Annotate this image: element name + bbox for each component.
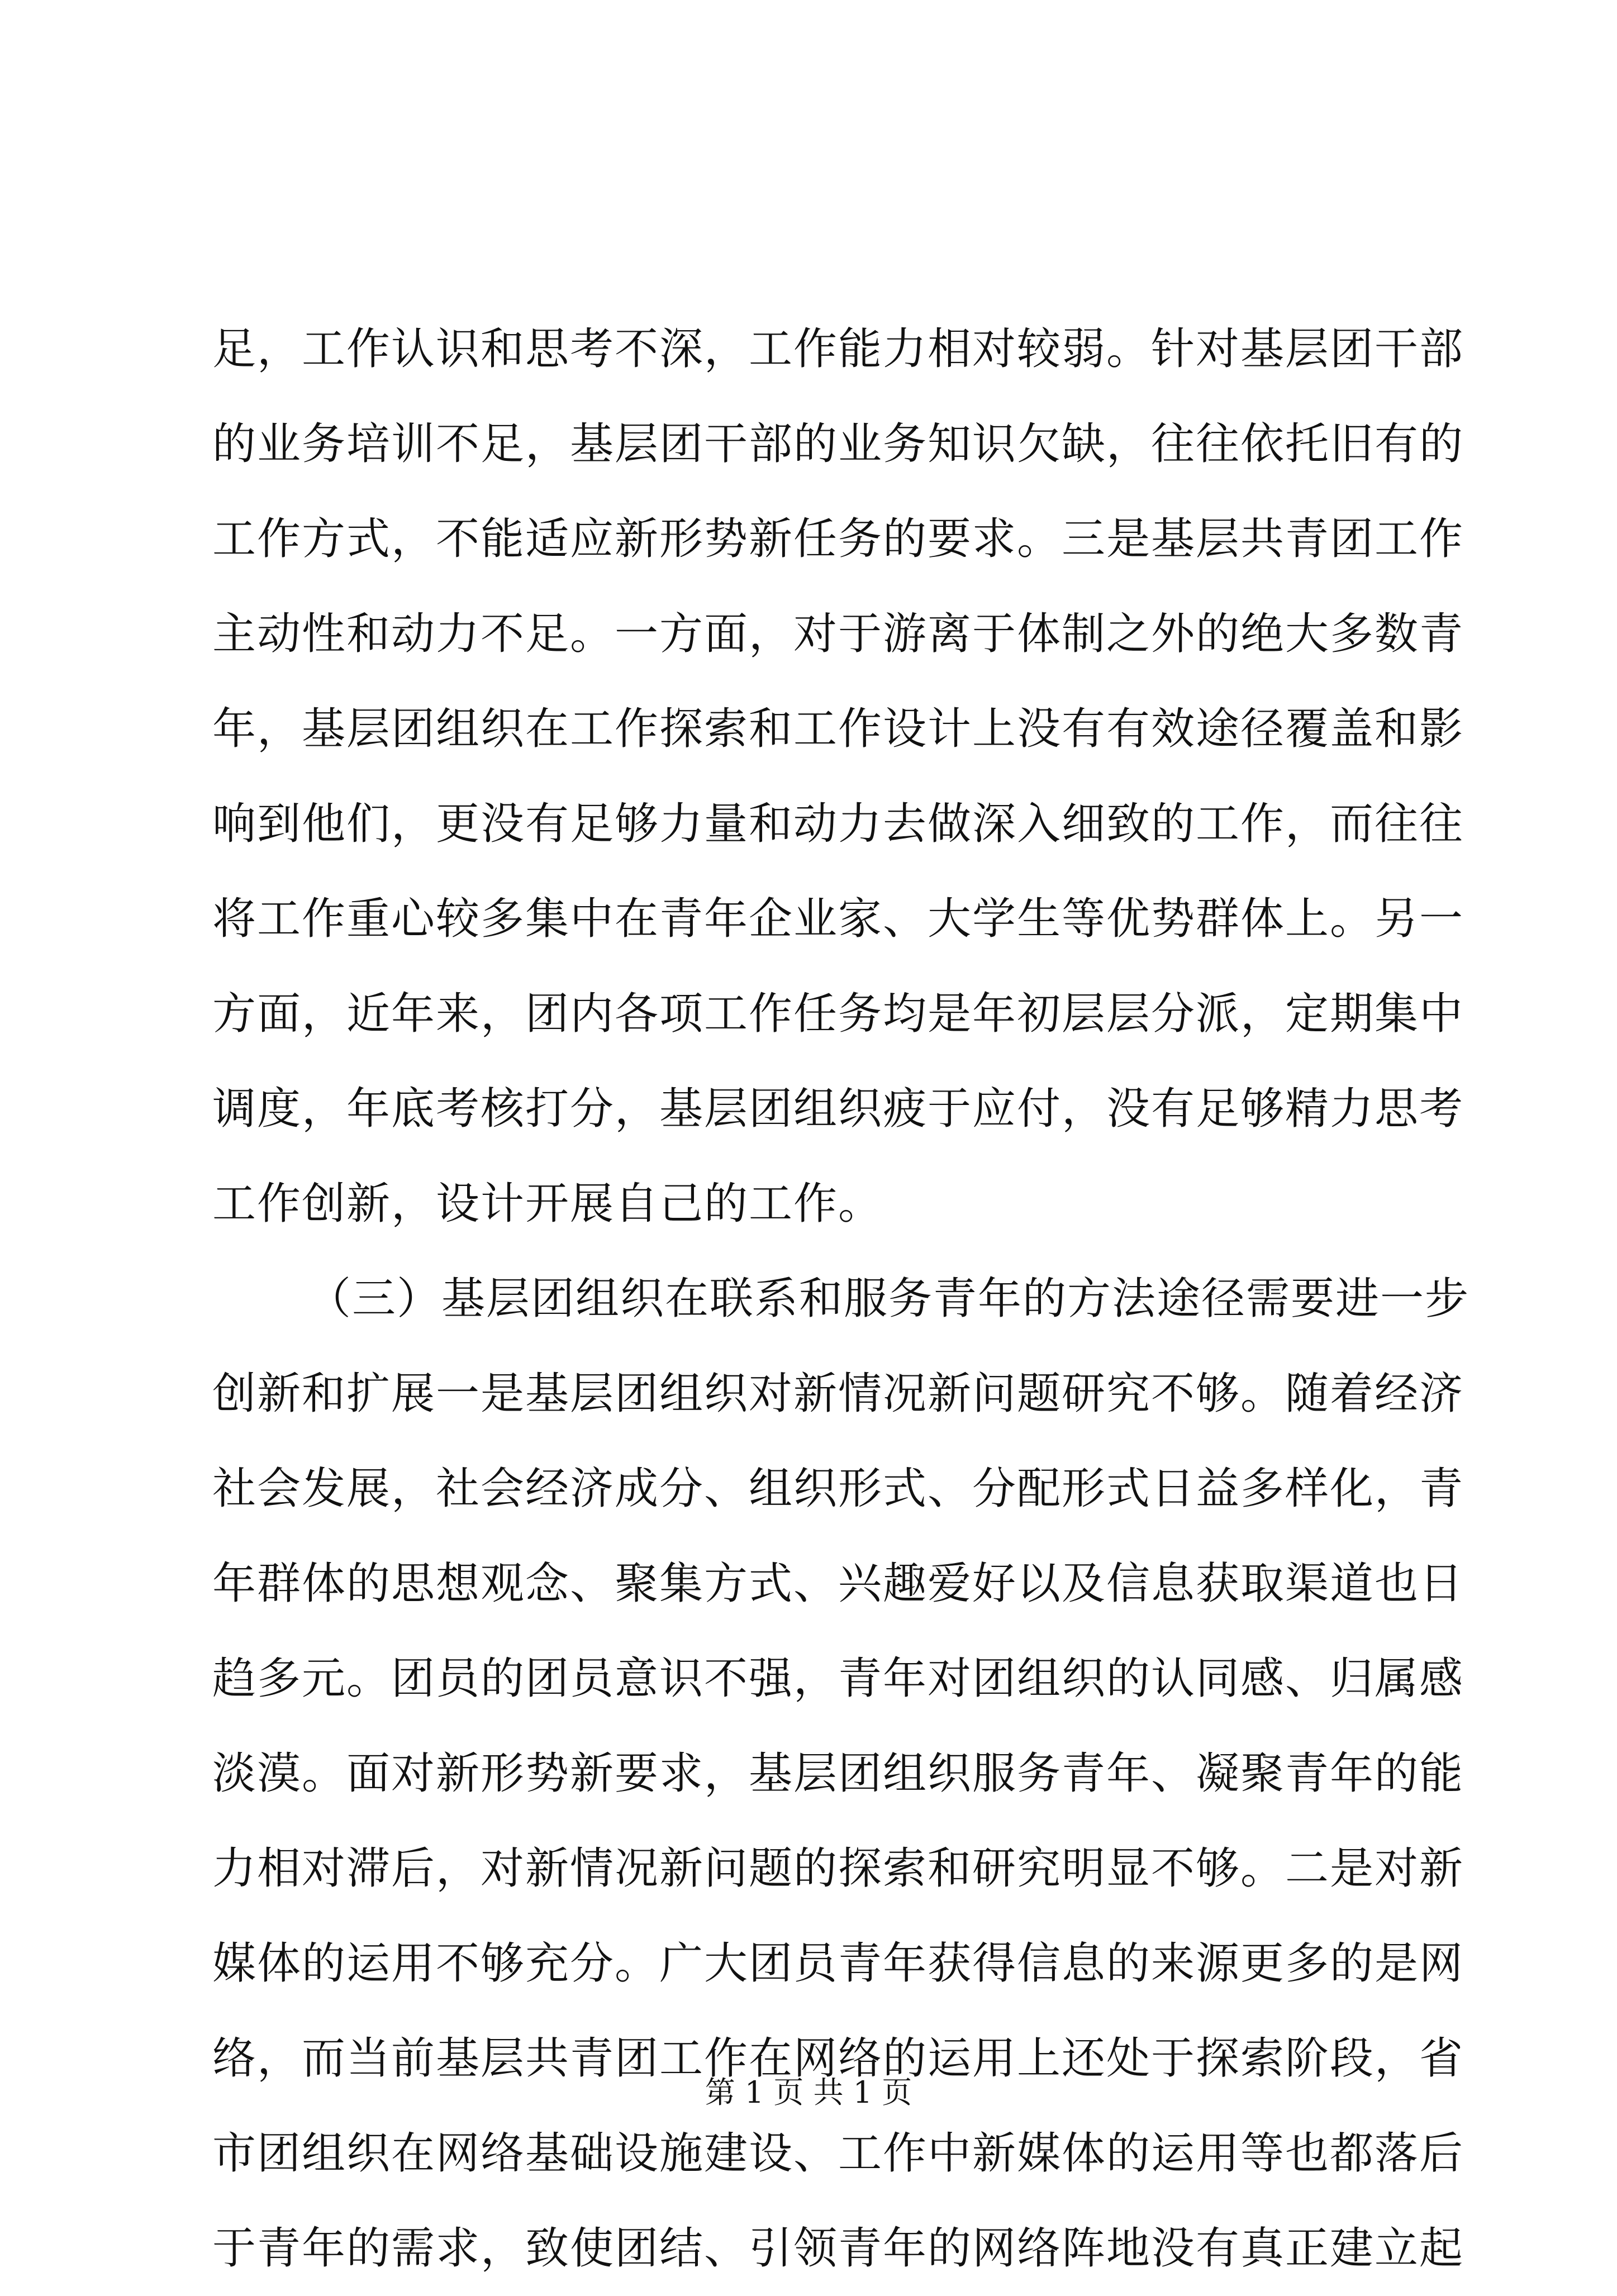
text-line: 趋多元。团员的团员意识不强，青年对团组织的认同感、归属感 bbox=[212, 1654, 1464, 1704]
text-line: 响到他们，更没有足够力量和动力去做深入细致的工作，而往往 bbox=[212, 799, 1464, 849]
text-line: 工作方式，不能适应新形势新任务的要求。三是基层共青团工作 bbox=[212, 514, 1464, 564]
text-line: 年群体的思想观念、聚集方式、兴趣爱好以及信息获取渠道也日 bbox=[212, 1559, 1464, 1609]
text-line: 主动性和动力不足。一方面，对于游离于体制之外的绝大多数青 bbox=[212, 609, 1464, 659]
text-line: 淡漠。面对新形势新要求，基层团组织服务青年、凝聚青年的能 bbox=[212, 1749, 1464, 1799]
text-line: 将工作重心较多集中在青年企业家、大学生等优势群体上。另一 bbox=[212, 894, 1464, 944]
body-text bbox=[212, 302, 1470, 2296]
text-line: 社会发展，社会经济成分、组织形式、分配形式日益多样化，青 bbox=[212, 1464, 1464, 1514]
text-line: 市团组织在网络基础设施建设、工作中新媒体的运用等也都落后 bbox=[212, 2128, 1464, 2179]
text-line: 调度，年底考核打分，基层团组织疲于应付，没有足够精力思考 bbox=[212, 1084, 1464, 1134]
text-line: 年，基层团组织在工作探索和工作设计上没有有效途径覆盖和影 bbox=[212, 704, 1464, 754]
section-heading-line: （三）基层团组织在联系和服务青年的方法途径需要进一步 bbox=[307, 1274, 1470, 1324]
text-line: 力相对滞后，对新情况新问题的探索和研究明显不够。二是对新 bbox=[212, 1844, 1464, 1894]
text-line: 方面，近年来，团内各项工作任务均是年初层层分派，定期集中 bbox=[212, 989, 1464, 1039]
text-line: 的业务培训不足，基层团干部的业务知识欠缺，往往依托旧有的 bbox=[212, 419, 1464, 469]
page-number: 第 1 页 共 1 页 bbox=[705, 2075, 912, 2110]
text-line: 工作创新，设计开展自己的工作。 bbox=[212, 1179, 883, 1229]
text-line: 创新和扩展一是基层团组织对新情况新问题研究不够。随着经济 bbox=[212, 1369, 1464, 1419]
text-line: 于青年的需求，致使团结、引领青年的网络阵地没有真正建立起 bbox=[212, 2223, 1464, 2274]
text-line: 媒体的运用不够充分。广大团员青年获得信息的来源更多的是网 bbox=[212, 1938, 1464, 1989]
text-line: 足，工作认识和思考不深，工作能力相对较弱。针对基层团干部 bbox=[212, 324, 1464, 374]
text-line: 络，而当前基层共青团工作在网络的运用上还处于探索阶段，省 bbox=[212, 2033, 1464, 2084]
page-footer bbox=[0, 2070, 1617, 2115]
